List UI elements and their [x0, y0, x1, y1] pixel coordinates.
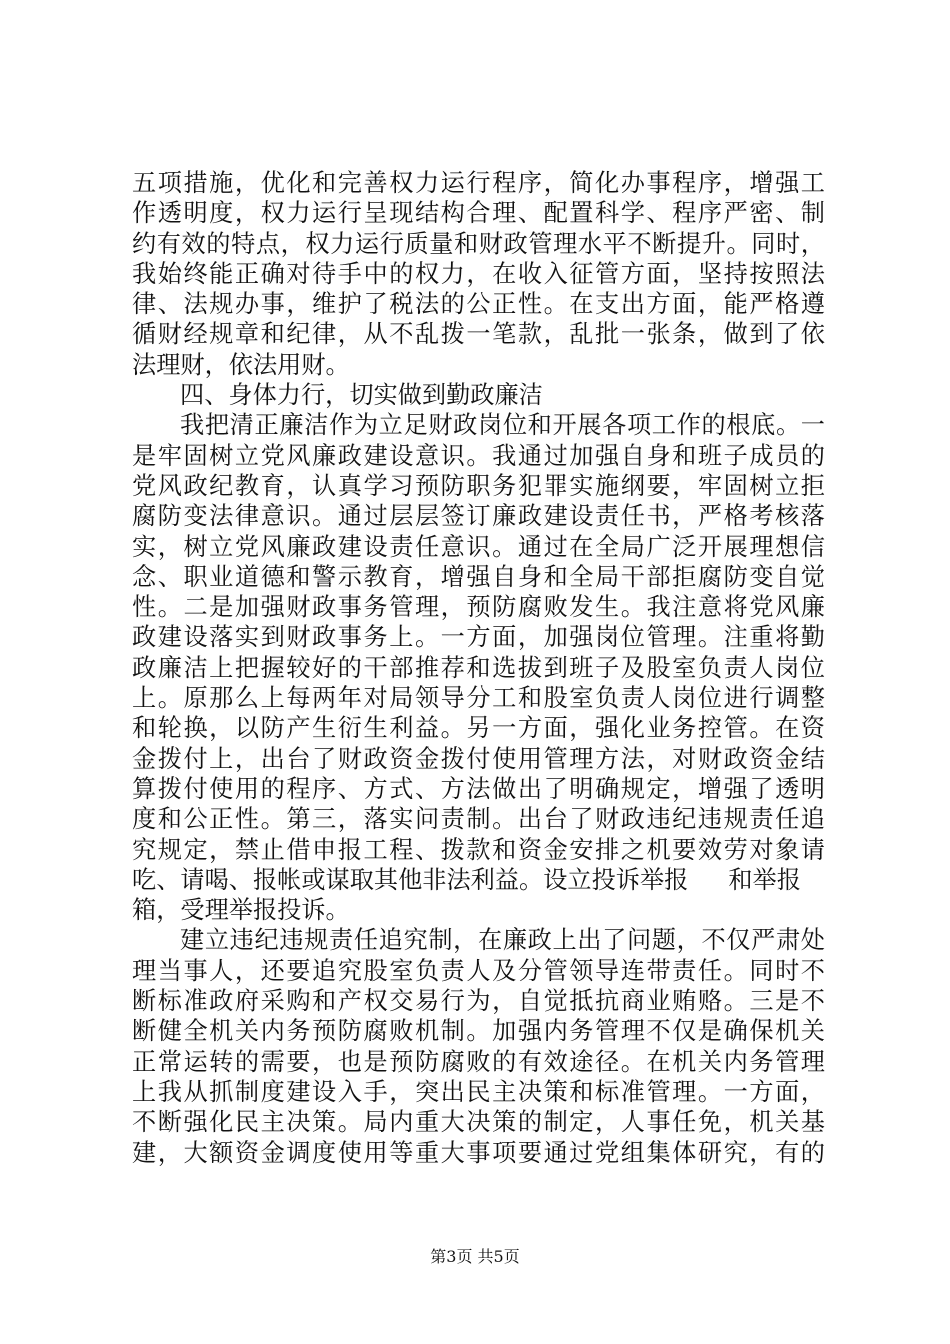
text-line: 腐防变法律意识。通过层层签订廉政建设责任书，严格考核落	[132, 502, 825, 531]
text-line: 正常运转的需要，也是预防腐败的有效途径。在机关内务管理	[132, 1047, 825, 1076]
text-line: 党风政纪教育，认真学习预防职务犯罪实施纲要，牢固树立拒	[132, 471, 825, 500]
text-line: 算拨付使用的程序、方式、方法做出了明确规定，增强了透明	[132, 774, 825, 803]
text-line: 念、职业道德和警示教育，增强自身和全局干部拒腐防变自觉	[132, 562, 825, 591]
text-line: 是牢固树立党风廉政建设意识。我通过加强自身和班子成员的	[132, 441, 825, 470]
text-line: 上。原那么上每两年对局领导分工和股室负责人岗位进行调整	[132, 684, 825, 713]
text-line: 我把清正廉洁作为立足财政岗位和开展各项工作的根底。一	[180, 411, 825, 440]
text-line: 建，大额资金调度使用等重大事项要通过党组集体研究，有的	[132, 1138, 825, 1167]
text-line: 断标准政府采购和产权交易行为，自觉抵抗商业贿赂。三是不	[132, 987, 825, 1016]
text-line-tail: 和举报	[728, 865, 801, 894]
text-line: 政廉洁上把握较好的干部推荐和选拔到班子及股室负责人岗位	[132, 653, 825, 682]
text-line: 约有效的特点，权力运行质量和财政管理水平不断提升。同时，	[132, 229, 825, 258]
text-line: 断健全机关内务预防腐败机制。加强内务管理不仅是确保机关	[132, 1017, 825, 1046]
section-heading: 四、身体力行，切实做到勤政廉洁	[180, 381, 543, 410]
paragraph-3	[132, 925, 825, 1167]
text-line: 律、法规办事，维护了税法的公正性。在支出方面，能严格遵	[132, 290, 825, 319]
paragraph-1	[132, 168, 825, 380]
text-line-head: 吃、请喝、报帐或谋取其他非法利益。设立投诉举报	[132, 865, 689, 894]
text-line: 政建设落实到财政事务上。一方面，加强岗位管理。注重将勤	[132, 623, 825, 652]
text-line: 金拨付上，出台了财政资金拨付使用管理方法，对财政资金结	[132, 744, 825, 773]
text-line: 和轮换，以防产生衍生利益。另一方面，强化业务控管。在资	[132, 714, 825, 743]
text-line: 度和公正性。第三，落实问责制。出台了财政违纪违规责任追	[132, 805, 825, 834]
text-line: 建立违纪违规责任追究制，在廉政上出了问题，不仅严肃处	[180, 926, 825, 955]
text-line: 上我从抓制度建设入手，突出民主决策和标准管理。一方面，	[132, 1077, 825, 1106]
paragraph-2	[132, 410, 825, 925]
text-line: 性。二是加强财政事务管理，预防腐败发生。我注意将党风廉	[132, 593, 825, 622]
text-line: 循财经规章和纪律，从不乱拨一笔款，乱批一张条，做到了依	[132, 320, 825, 349]
page-number-footer: 第3页 共5页	[430, 1247, 520, 1266]
text-line: 作透明度，权力运行呈现结构合理、配置科学、程序严密、制	[132, 199, 825, 228]
text-line	[132, 865, 825, 895]
text-line: 箱，受理举报投诉。	[132, 896, 350, 925]
body-text	[132, 168, 825, 1168]
text-line: 理当事人，还要追究股室负责人及分管领导连带责任。同时不	[132, 956, 825, 985]
text-line: 不断强化民主决策。局内重大决策的制定，人事任免，机关基	[132, 1108, 825, 1137]
text-line: 五项措施，优化和完善权力运行程序，简化办事程序，增强工	[132, 169, 825, 197]
text-line: 我始终能正确对待手中的权力，在收入征管方面，坚持按照法	[132, 259, 825, 288]
text-line: 法理财，依法用财。	[132, 350, 350, 379]
text-line: 实，树立党风廉政建设责任意识。通过在全局广泛开展理想信	[132, 532, 825, 561]
text-line: 究规定，禁止借申报工程、拨款和资金安排之机要效劳对象请	[132, 835, 825, 864]
